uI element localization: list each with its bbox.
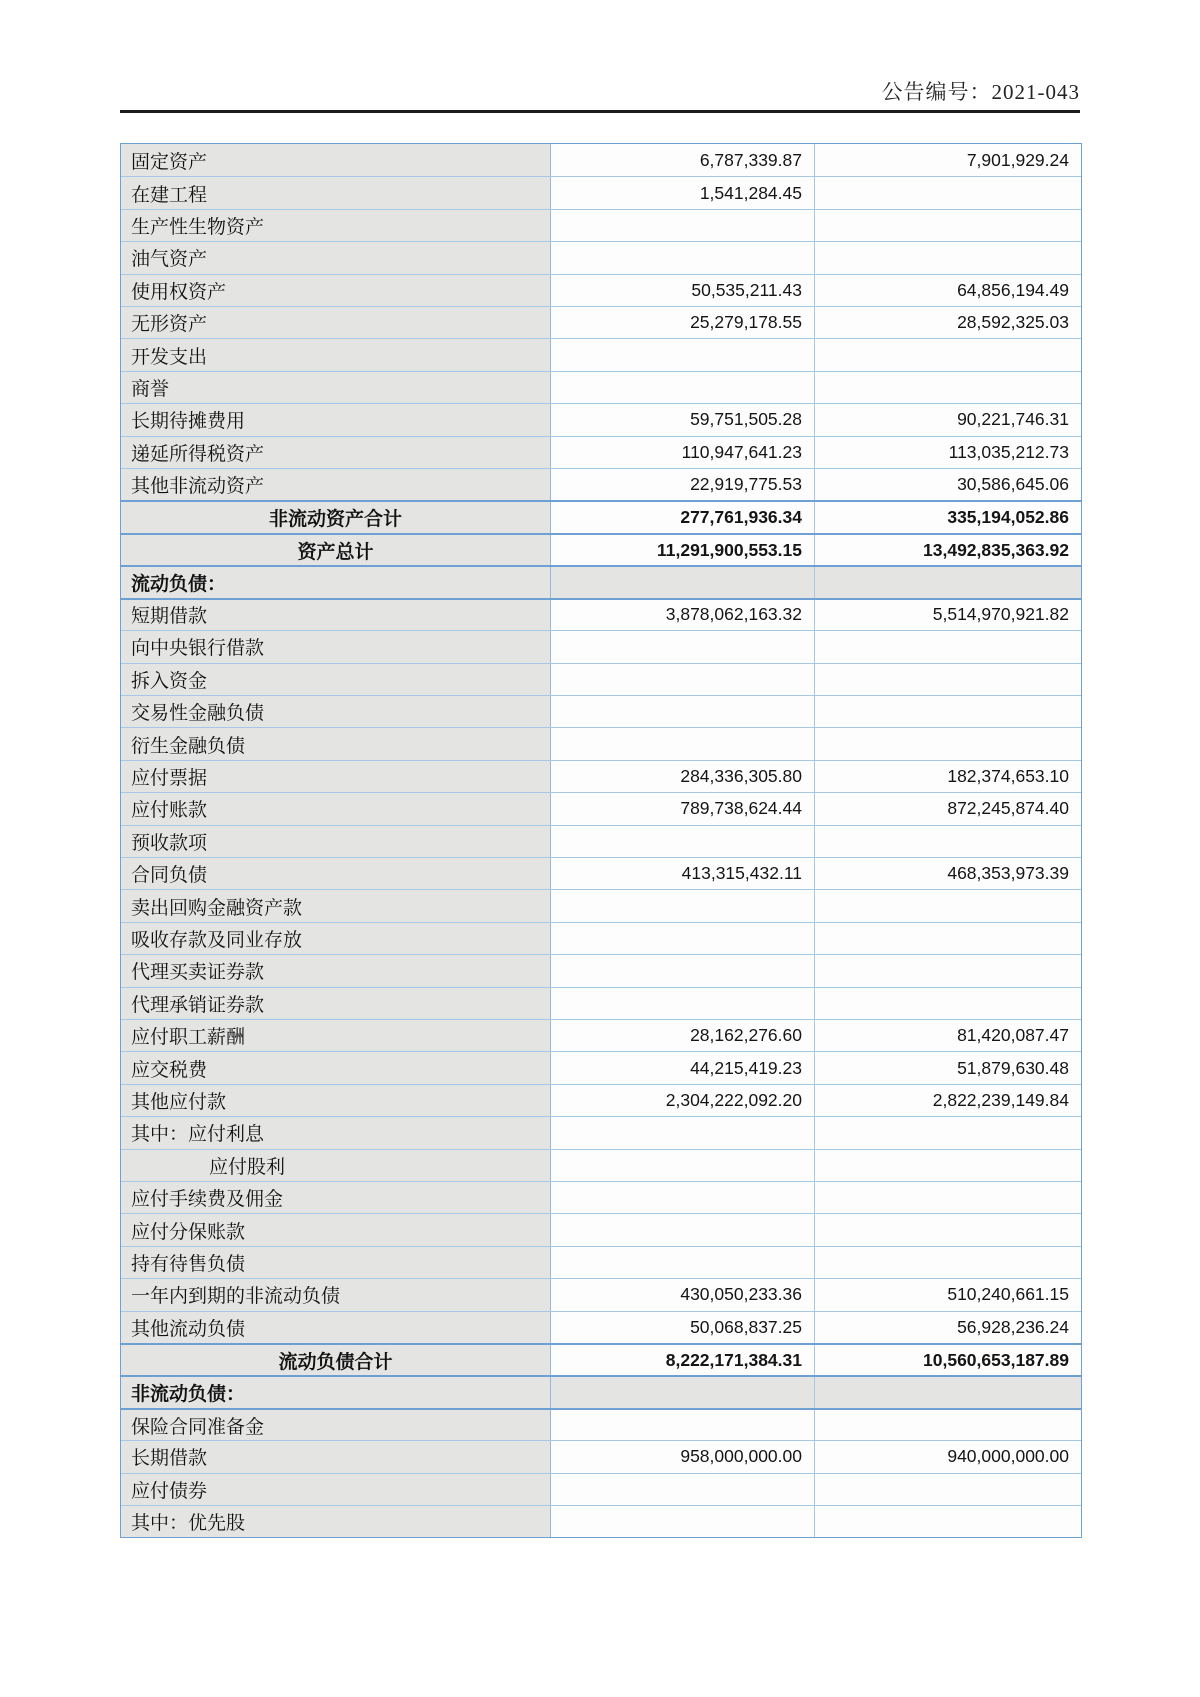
table-row bbox=[121, 565, 1081, 597]
row-value-prior-period bbox=[815, 567, 1081, 597]
row-label-cell bbox=[121, 761, 551, 792]
row-value-current-period bbox=[551, 631, 815, 662]
table-row bbox=[121, 1408, 1081, 1440]
row-value-prior-period bbox=[815, 1214, 1081, 1245]
row-value-current-period bbox=[551, 1117, 815, 1148]
row-label-cell bbox=[121, 210, 551, 241]
row-value-prior-period bbox=[815, 696, 1081, 727]
row-value-current-period bbox=[551, 923, 815, 954]
table-row bbox=[121, 468, 1081, 500]
row-value-current-period: 59,751,505.28 bbox=[551, 404, 815, 435]
table-row bbox=[121, 274, 1081, 306]
row-label-cell bbox=[121, 988, 551, 1019]
row-value-prior-period bbox=[815, 923, 1081, 954]
row-label-cell bbox=[121, 275, 551, 306]
table-row bbox=[121, 663, 1081, 695]
table-row bbox=[121, 1051, 1081, 1083]
row-value-prior-period: 940,000,000.00 bbox=[815, 1441, 1081, 1472]
row-value-current-period bbox=[551, 372, 815, 403]
row-value-current-period: 1,541,284.45 bbox=[551, 177, 815, 208]
table-row bbox=[121, 1213, 1081, 1245]
row-value-current-period bbox=[551, 1150, 815, 1181]
row-value-current-period bbox=[551, 567, 815, 597]
row-value-current-period: 110,947,641.23 bbox=[551, 437, 815, 468]
row-label-cell bbox=[121, 1085, 551, 1116]
row-value-current-period bbox=[551, 210, 815, 241]
row-label: 使用权资产 bbox=[131, 281, 227, 303]
row-value-current-period bbox=[551, 728, 815, 759]
row-label-cell bbox=[121, 1474, 551, 1505]
row-label: 应付职工薪酬 bbox=[131, 1027, 246, 1049]
table-row bbox=[121, 533, 1081, 565]
row-label-cell bbox=[121, 1020, 551, 1051]
row-label: 卖出回购金融资产款 bbox=[131, 897, 303, 919]
row-value-current-period bbox=[551, 1377, 815, 1407]
row-value-prior-period bbox=[815, 1474, 1081, 1505]
announcement-number: 公告编号：2021-043 bbox=[881, 80, 1080, 104]
row-label-cell bbox=[121, 858, 551, 889]
table-row bbox=[121, 1343, 1081, 1375]
row-label-cell bbox=[121, 1214, 551, 1245]
row-value-current-period: 3,878,062,163.32 bbox=[551, 600, 815, 630]
row-value-current-period bbox=[551, 988, 815, 1019]
table-row bbox=[121, 1246, 1081, 1278]
row-value-current-period bbox=[551, 1182, 815, 1213]
table-row bbox=[121, 144, 1081, 176]
row-value-current-period: 2,304,222,092.20 bbox=[551, 1085, 815, 1116]
row-value-current-period: 22,919,775.53 bbox=[551, 469, 815, 500]
row-label: 开发支出 bbox=[131, 346, 208, 368]
row-value-prior-period: 10,560,653,187.89 bbox=[815, 1345, 1081, 1375]
row-label: 无形资产 bbox=[131, 314, 208, 336]
row-label-cell bbox=[121, 307, 551, 338]
row-label-cell bbox=[121, 502, 551, 532]
table-row bbox=[121, 500, 1081, 532]
row-label-cell bbox=[121, 793, 551, 824]
row-label: 非流动负债： bbox=[131, 1384, 246, 1406]
table-row bbox=[121, 598, 1081, 630]
row-value-prior-period: 64,856,194.49 bbox=[815, 275, 1081, 306]
table-row bbox=[121, 371, 1081, 403]
table-row bbox=[121, 1440, 1081, 1472]
row-label-cell bbox=[121, 242, 551, 273]
table-row bbox=[121, 241, 1081, 273]
row-value-prior-period bbox=[815, 988, 1081, 1019]
row-label-cell bbox=[121, 177, 551, 208]
row-value-current-period bbox=[551, 242, 815, 273]
balance-table-body bbox=[121, 144, 1081, 1537]
table-row bbox=[121, 889, 1081, 921]
table-row bbox=[121, 922, 1081, 954]
row-label: 应付分保账款 bbox=[131, 1221, 246, 1243]
row-value-prior-period: 13,492,835,363.92 bbox=[815, 535, 1081, 565]
row-value-current-period: 284,336,305.80 bbox=[551, 761, 815, 792]
table-row bbox=[121, 1505, 1081, 1537]
row-value-prior-period: 468,353,973.39 bbox=[815, 858, 1081, 889]
row-label-cell bbox=[121, 728, 551, 759]
row-value-prior-period bbox=[815, 177, 1081, 208]
row-value-prior-period bbox=[815, 1410, 1081, 1440]
row-label: 商誉 bbox=[131, 379, 170, 401]
row-label-cell bbox=[121, 1345, 551, 1375]
row-label: 其中：优先股 bbox=[131, 1513, 246, 1535]
row-label-cell bbox=[121, 339, 551, 370]
row-value-prior-period: 335,194,052.86 bbox=[815, 502, 1081, 532]
row-value-current-period bbox=[551, 1247, 815, 1278]
row-value-current-period bbox=[551, 1506, 815, 1537]
row-label: 衍生金融负债 bbox=[131, 735, 246, 757]
row-label: 合同负债 bbox=[131, 865, 208, 887]
table-row bbox=[121, 176, 1081, 208]
row-label: 预收款项 bbox=[131, 832, 208, 854]
row-value-prior-period bbox=[815, 955, 1081, 986]
row-value-current-period bbox=[551, 1410, 815, 1440]
table-row bbox=[121, 792, 1081, 824]
row-label-cell bbox=[121, 1441, 551, 1472]
row-value-prior-period bbox=[815, 210, 1081, 241]
table-row bbox=[121, 1084, 1081, 1116]
row-label: 长期待摊费用 bbox=[131, 411, 246, 433]
row-value-current-period bbox=[551, 339, 815, 370]
row-label: 其他流动负债 bbox=[131, 1318, 246, 1340]
row-label: 其中：应付利息 bbox=[131, 1124, 265, 1146]
table-row bbox=[121, 825, 1081, 857]
row-label: 应付手续费及佣金 bbox=[131, 1189, 284, 1211]
row-value-prior-period: 7,901,929.24 bbox=[815, 144, 1081, 176]
row-label: 资产总计 bbox=[297, 541, 374, 563]
row-label-cell bbox=[121, 1247, 551, 1278]
row-label: 代理买卖证券款 bbox=[131, 962, 265, 984]
row-label: 应交税费 bbox=[131, 1059, 208, 1081]
row-label-cell bbox=[121, 890, 551, 921]
table-row bbox=[121, 306, 1081, 338]
balance-sheet-table bbox=[120, 143, 1082, 1538]
row-value-current-period: 25,279,178.55 bbox=[551, 307, 815, 338]
row-label: 短期借款 bbox=[131, 606, 208, 628]
row-value-current-period bbox=[551, 890, 815, 921]
row-value-current-period: 50,535,211.43 bbox=[551, 275, 815, 306]
row-value-prior-period: 90,221,746.31 bbox=[815, 404, 1081, 435]
row-value-current-period: 277,761,936.34 bbox=[551, 502, 815, 532]
row-label: 油气资产 bbox=[131, 249, 208, 271]
row-value-prior-period: 5,514,970,921.82 bbox=[815, 600, 1081, 630]
row-value-current-period bbox=[551, 696, 815, 727]
row-label: 在建工程 bbox=[131, 184, 208, 206]
table-row bbox=[121, 695, 1081, 727]
row-value-current-period: 6,787,339.87 bbox=[551, 144, 815, 176]
row-label: 应付票据 bbox=[131, 767, 208, 789]
table-row bbox=[121, 1149, 1081, 1181]
row-value-prior-period bbox=[815, 1377, 1081, 1407]
row-value-current-period: 958,000,000.00 bbox=[551, 1441, 815, 1472]
row-label: 其他应付款 bbox=[131, 1091, 227, 1113]
row-label-cell bbox=[121, 567, 551, 597]
row-label-cell bbox=[121, 1377, 551, 1407]
row-value-prior-period bbox=[815, 890, 1081, 921]
row-label-cell bbox=[121, 600, 551, 630]
header-rule bbox=[120, 110, 1080, 113]
row-label-cell bbox=[121, 144, 551, 176]
table-row bbox=[121, 338, 1081, 370]
row-value-prior-period: 113,035,212.73 bbox=[815, 437, 1081, 468]
row-label: 代理承销证券款 bbox=[131, 994, 265, 1016]
row-value-prior-period bbox=[815, 631, 1081, 662]
row-label-cell bbox=[121, 631, 551, 662]
row-value-prior-period: 510,240,661.15 bbox=[815, 1279, 1081, 1310]
row-value-prior-period: 182,374,653.10 bbox=[815, 761, 1081, 792]
row-value-prior-period bbox=[815, 1150, 1081, 1181]
table-row bbox=[121, 403, 1081, 435]
row-label-cell bbox=[121, 955, 551, 986]
row-value-prior-period: 51,879,630.48 bbox=[815, 1052, 1081, 1083]
row-label: 其他非流动资产 bbox=[131, 476, 265, 498]
table-row bbox=[121, 1473, 1081, 1505]
table-row bbox=[121, 954, 1081, 986]
row-label: 生产性生物资产 bbox=[131, 217, 265, 239]
row-label-cell bbox=[121, 1279, 551, 1310]
row-label: 固定资产 bbox=[131, 151, 208, 173]
row-value-current-period bbox=[551, 664, 815, 695]
row-value-prior-period bbox=[815, 664, 1081, 695]
row-value-current-period bbox=[551, 826, 815, 857]
row-label: 一年内到期的非流动负债 bbox=[131, 1286, 341, 1308]
row-label: 长期借款 bbox=[131, 1448, 208, 1470]
table-row bbox=[121, 630, 1081, 662]
row-value-prior-period bbox=[815, 728, 1081, 759]
row-value-prior-period: 2,822,239,149.84 bbox=[815, 1085, 1081, 1116]
table-row bbox=[121, 1278, 1081, 1310]
row-value-prior-period bbox=[815, 1247, 1081, 1278]
table-row bbox=[121, 1311, 1081, 1343]
row-label-cell bbox=[121, 1150, 551, 1181]
table-row bbox=[121, 987, 1081, 1019]
row-value-prior-period: 872,245,874.40 bbox=[815, 793, 1081, 824]
row-value-prior-period bbox=[815, 1117, 1081, 1148]
row-value-current-period: 44,215,419.23 bbox=[551, 1052, 815, 1083]
row-value-current-period: 8,222,171,384.31 bbox=[551, 1345, 815, 1375]
row-label: 保险合同准备金 bbox=[131, 1416, 265, 1438]
row-value-prior-period: 30,586,645.06 bbox=[815, 469, 1081, 500]
row-label-cell bbox=[121, 1182, 551, 1213]
row-label-cell bbox=[121, 696, 551, 727]
row-label: 递延所得税资产 bbox=[131, 443, 265, 465]
row-label-cell bbox=[121, 826, 551, 857]
table-row bbox=[121, 760, 1081, 792]
row-label-cell bbox=[121, 372, 551, 403]
table-row bbox=[121, 1375, 1081, 1407]
row-value-current-period: 28,162,276.60 bbox=[551, 1020, 815, 1051]
row-value-prior-period: 28,592,325.03 bbox=[815, 307, 1081, 338]
row-label-cell bbox=[121, 535, 551, 565]
table-row bbox=[121, 1019, 1081, 1051]
table-row bbox=[121, 857, 1081, 889]
row-value-prior-period bbox=[815, 339, 1081, 370]
row-label: 吸收存款及同业存放 bbox=[131, 929, 303, 951]
table-row bbox=[121, 436, 1081, 468]
row-label: 持有待售负债 bbox=[131, 1254, 246, 1276]
row-label-cell bbox=[121, 1506, 551, 1537]
row-label: 非流动资产合计 bbox=[268, 509, 402, 531]
row-label-cell bbox=[121, 1312, 551, 1343]
row-value-prior-period: 56,928,236.24 bbox=[815, 1312, 1081, 1343]
row-label: 应付债券 bbox=[131, 1480, 208, 1502]
row-label: 应付股利 bbox=[209, 1156, 286, 1178]
table-row bbox=[121, 1116, 1081, 1148]
table-row bbox=[121, 209, 1081, 241]
row-label: 向中央银行借款 bbox=[131, 638, 265, 660]
row-label-cell bbox=[121, 1052, 551, 1083]
row-label: 流动负债合计 bbox=[278, 1351, 393, 1373]
row-value-current-period: 430,050,233.36 bbox=[551, 1279, 815, 1310]
row-value-prior-period bbox=[815, 826, 1081, 857]
row-value-prior-period: 81,420,087.47 bbox=[815, 1020, 1081, 1051]
row-value-current-period: 50,068,837.25 bbox=[551, 1312, 815, 1343]
row-value-prior-period bbox=[815, 1182, 1081, 1213]
row-value-prior-period bbox=[815, 1506, 1081, 1537]
row-value-current-period: 413,315,432.11 bbox=[551, 858, 815, 889]
row-label-cell bbox=[121, 664, 551, 695]
row-label: 交易性金融负债 bbox=[131, 703, 265, 725]
table-row bbox=[121, 1181, 1081, 1213]
row-label-cell bbox=[121, 1117, 551, 1148]
row-value-current-period bbox=[551, 1214, 815, 1245]
row-value-prior-period bbox=[815, 372, 1081, 403]
row-value-current-period: 11,291,900,553.15 bbox=[551, 535, 815, 565]
row-label: 拆入资金 bbox=[131, 670, 208, 692]
row-value-current-period: 789,738,624.44 bbox=[551, 793, 815, 824]
row-label-cell bbox=[121, 469, 551, 500]
row-label-cell bbox=[121, 404, 551, 435]
row-label: 应付账款 bbox=[131, 800, 208, 822]
row-label-cell bbox=[121, 923, 551, 954]
row-label: 流动负债： bbox=[131, 573, 227, 595]
table-row bbox=[121, 727, 1081, 759]
row-value-current-period bbox=[551, 1474, 815, 1505]
row-label-cell bbox=[121, 437, 551, 468]
row-label-cell bbox=[121, 1410, 551, 1440]
row-value-current-period bbox=[551, 955, 815, 986]
row-value-prior-period bbox=[815, 242, 1081, 273]
